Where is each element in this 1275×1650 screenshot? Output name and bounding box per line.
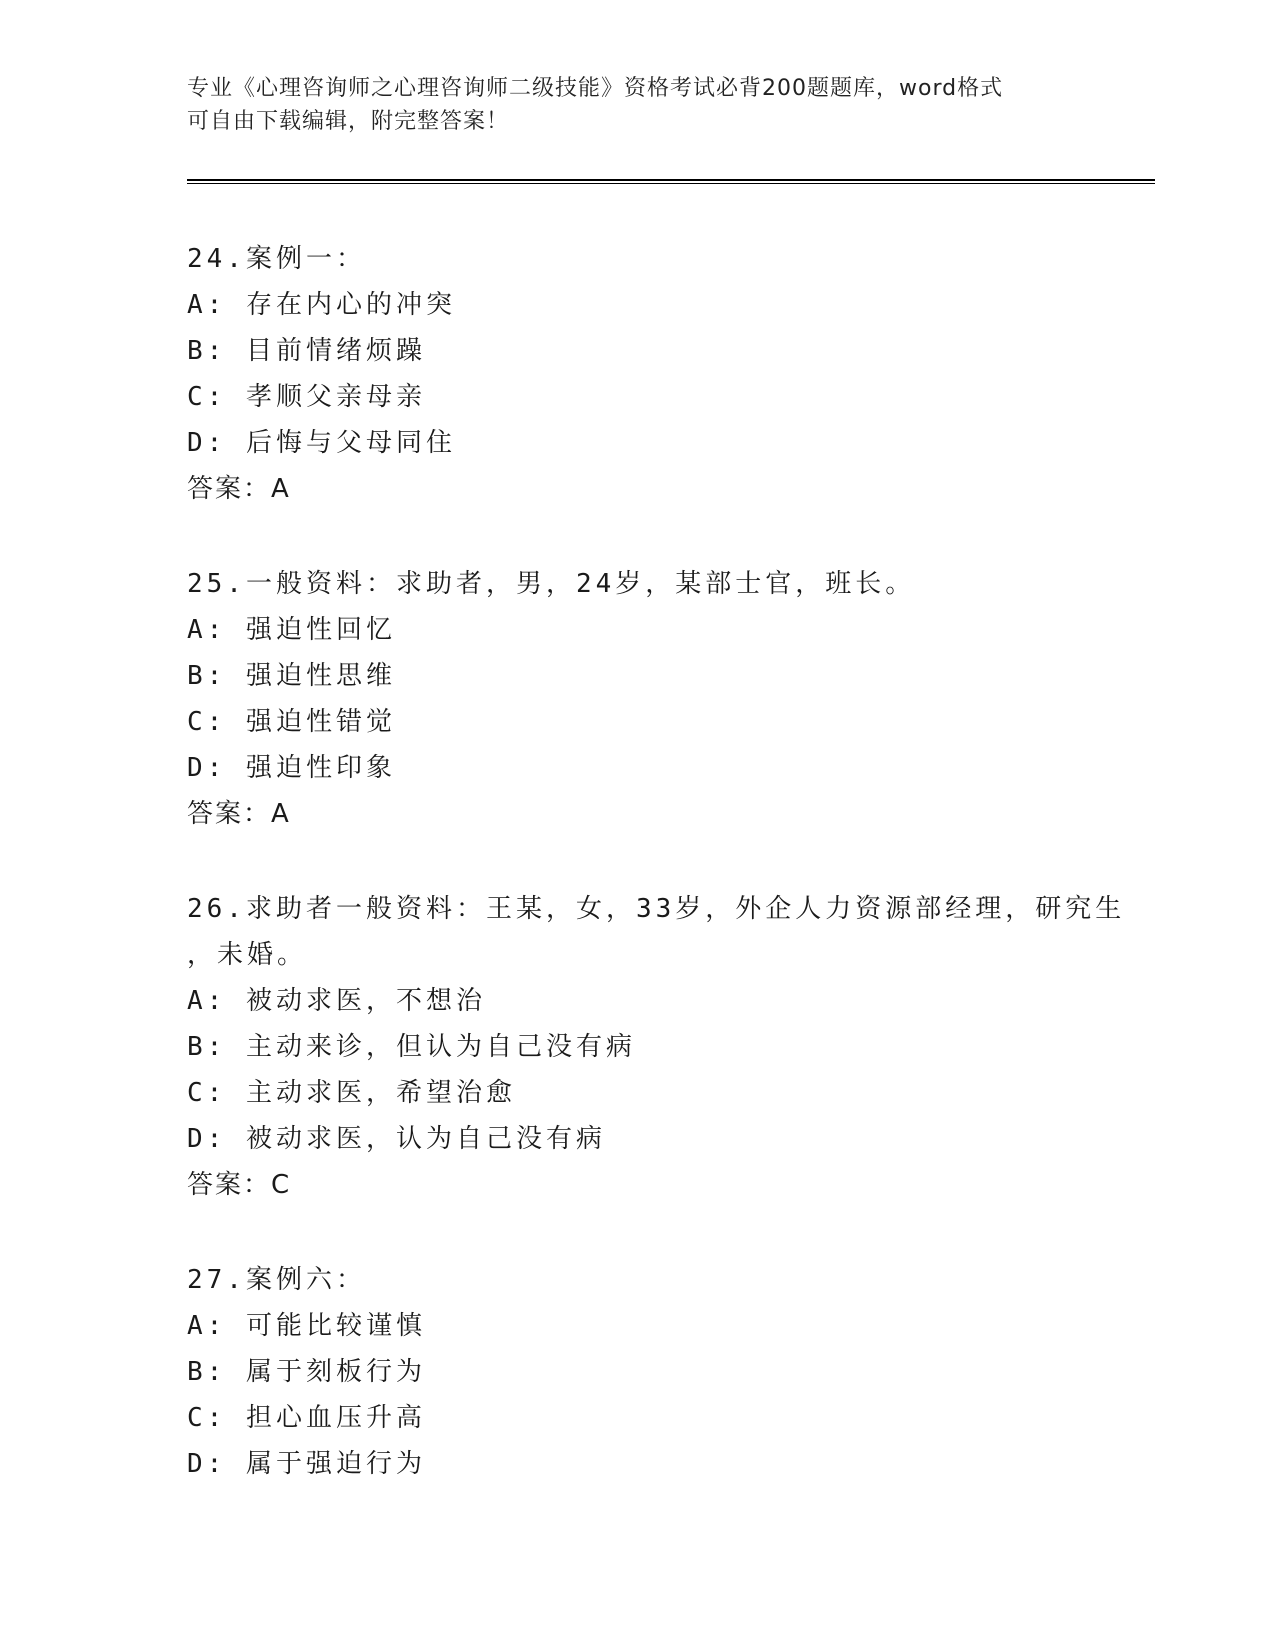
option-c: C: 主动求医，希望治愈 xyxy=(187,1078,516,1108)
question-27 xyxy=(187,1257,1127,1487)
header-line-2: 可自由下载编辑，附完整答案！ xyxy=(187,109,510,134)
option-d: D: 后悔与父母同住 xyxy=(187,428,456,458)
question-26 xyxy=(187,886,1127,1208)
document-header xyxy=(187,72,1087,138)
question-25 xyxy=(187,561,1127,837)
question-stem: 25.一般资料：求助者，男，24岁，某部士官，班长。 xyxy=(187,569,916,599)
answer-label: 答案：A xyxy=(187,799,291,829)
option-d: D: 被动求医，认为自己没有病 xyxy=(187,1124,606,1154)
option-b: B: 强迫性思维 xyxy=(187,661,396,691)
option-d: D: 强迫性印象 xyxy=(187,753,396,783)
question-stem: 26.求助者一般资料：王某，女，33岁，外企人力资源部经理，研究生 xyxy=(187,894,1126,924)
header-divider-thick xyxy=(187,179,1155,181)
answer-label: 答案：C xyxy=(187,1170,292,1200)
option-a: A: 被动求医，不想治 xyxy=(187,986,486,1016)
option-c: C: 孝顺父亲母亲 xyxy=(187,382,426,412)
question-24 xyxy=(187,236,1127,512)
option-b: B: 主动来诊，但认为自己没有病 xyxy=(187,1032,636,1062)
option-d: D: 属于强迫行为 xyxy=(187,1449,426,1479)
option-b: B: 属于刻板行为 xyxy=(187,1357,426,1387)
option-a: A: 可能比较谨慎 xyxy=(187,1311,426,1341)
question-stem: 27.案例六： xyxy=(187,1265,366,1295)
header-line-1: 专业《心理咨询师之心理咨询师二级技能》资格考试必背200题题库，word格式 xyxy=(187,76,1004,101)
header-divider-thin xyxy=(187,183,1155,184)
option-c: C: 强迫性错觉 xyxy=(187,707,396,737)
question-stem-continued: ，未婚。 xyxy=(187,940,308,970)
option-a: A: 强迫性回忆 xyxy=(187,615,396,645)
option-c: C: 担心血压升高 xyxy=(187,1403,426,1433)
option-b: B: 目前情绪烦躁 xyxy=(187,336,426,366)
question-stem: 24.案例一： xyxy=(187,244,366,274)
question-list xyxy=(187,236,1127,1536)
answer-label: 答案：A xyxy=(187,474,291,504)
option-a: A: 存在内心的冲突 xyxy=(187,290,456,320)
